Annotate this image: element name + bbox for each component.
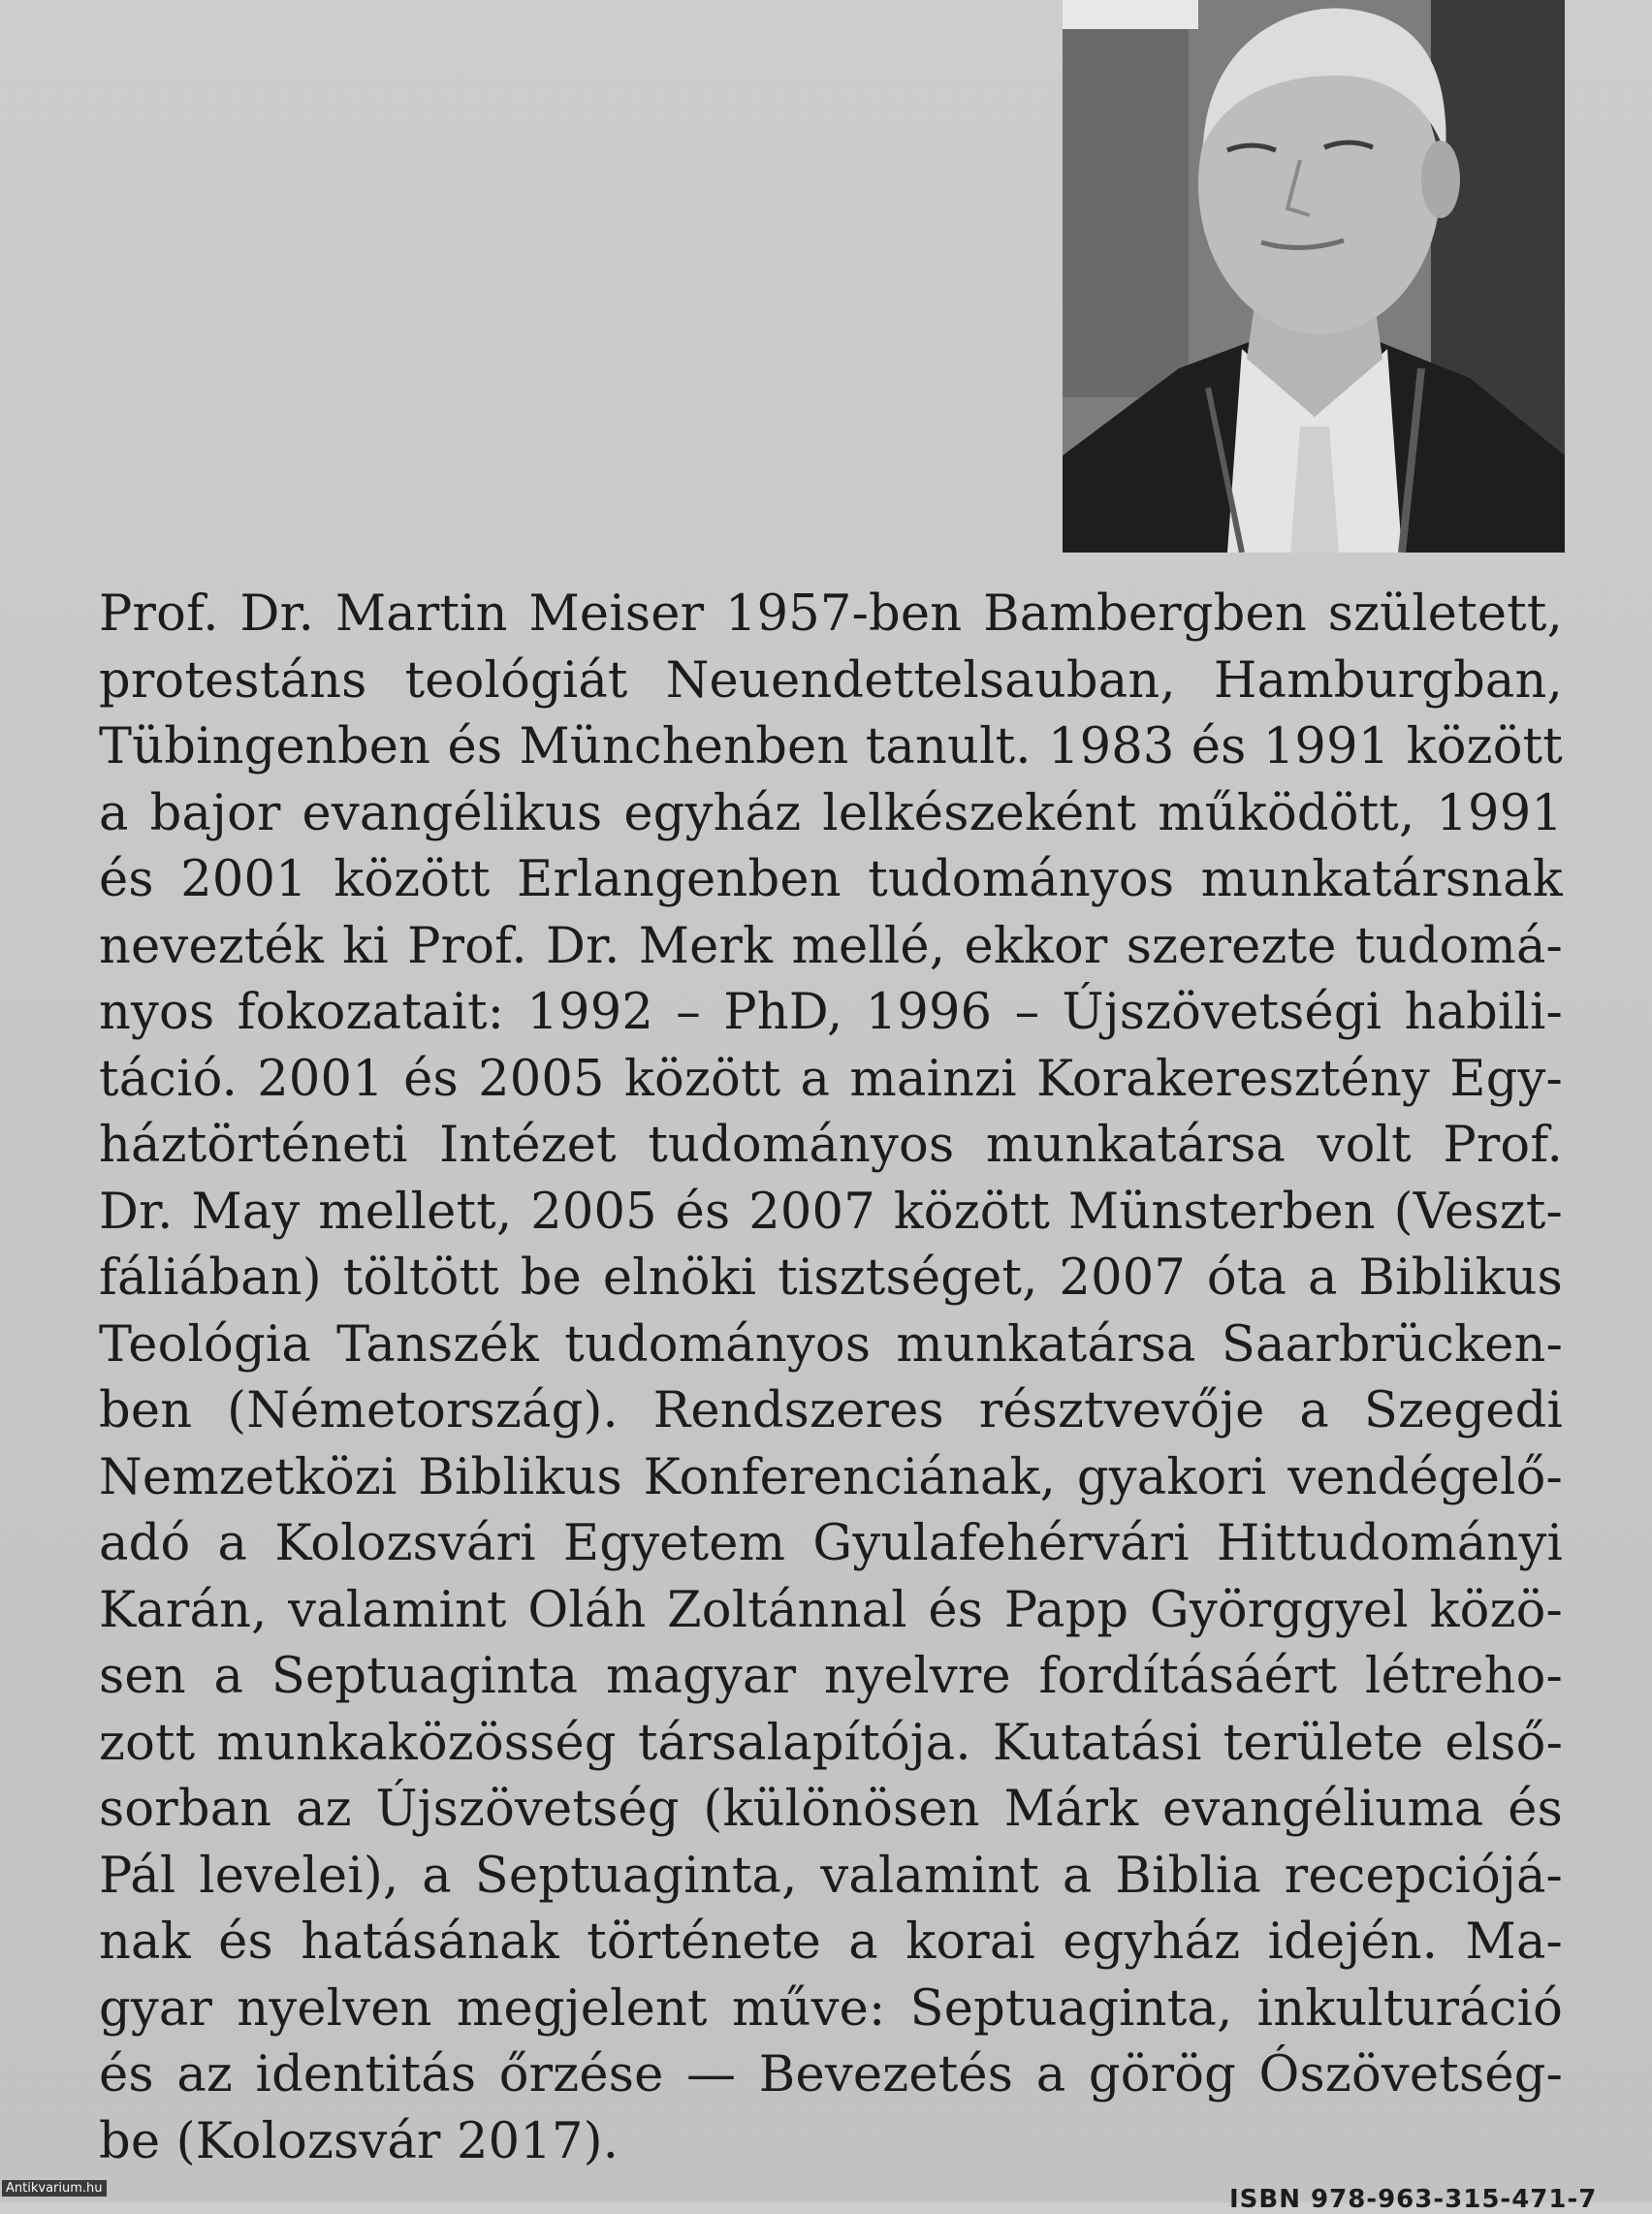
author-biography [99,582,1563,2175]
bio-line: fáliában) töltött be elnöki tisztséget, 2007 óta a Biblikus [99,1249,1563,1307]
watermark: Antikvarium.hu [2,2180,107,2197]
bio-line: Karán, valamint Oláh Zoltánnal és Papp Györggyel közö- [99,1581,1563,1639]
bio-line: és az identitás őrzése — Bevezetés a görög Ószövetség- [99,2046,1563,2103]
bio-line: a bajor evangélikus egyház lelkészeként működött, 1991 [99,784,1563,842]
bio-line: háztörténeti Intézet tudományos munkatársa volt Prof. [99,1117,1563,1174]
bio-line: sen a Septuaginta magyar nyelvre fordításáért létreho- [99,1648,1563,1705]
bio-line: be (Kolozsvár 2017). [99,2112,620,2170]
bio-line: protestáns teológiát Neuendettelsauban, Hamburgban, [99,651,1563,710]
isbn: ISBN 978-963-315-471-7 [1229,2185,1598,2214]
bio-line: nak és hatásának története a korai egyház idején. Ma- [99,1914,1563,1971]
bio-line: és 2001 között Erlangenben tudományos munkatársnak [99,851,1563,908]
bio-line: Nemzetközi Biblikus Konferenciának, gyakori vendégelő- [99,1448,1563,1506]
bio-line: nevezték ki Prof. Dr. Merk mellé, ekkor szerezte tudomá- [99,917,1563,975]
bio-line: zott munkaközösség társalapítója. Kutatási területe első- [99,1714,1563,1772]
bio-line: Teológia Tanszék tudományos munkatársa Saarbrücken- [99,1315,1563,1374]
bio-line: Prof. Dr. Martin Meiser 1957-ben Bambergben született, [99,585,1563,643]
bio-line: Dr. May mellett, 2005 és 2007 között Münsterben (Veszt- [99,1183,1563,1241]
bio-line: nyos fokozatait: 1992 – PhD, 1996 – Újszövetségi habili- [99,984,1563,1041]
bio-line: táció. 2001 és 2005 között a mainzi Korakeresztény Egy- [99,1050,1563,1108]
author-photo [1063,0,1565,553]
bio-line: gyar nyelven megjelent műve: Septuaginta, inkulturáció [99,1979,1563,2038]
bio-line: sorban az Újszövetség (különösen Márk evangéliuma és [99,1781,1563,1838]
bio-line: adó a Kolozsvári Egyetem Gyulafehérvári Hittudományi [99,1515,1563,1572]
bio-line: Pál levelei), a Septuaginta, valamint a Biblia recepciójá- [99,1847,1563,1905]
bio-line: ben (Németország). Rendszeres résztvevője a Szegedi [99,1382,1563,1439]
bio-line: Tübingenben és Münchenben tanult. 1983 és 1991 között [99,718,1563,775]
